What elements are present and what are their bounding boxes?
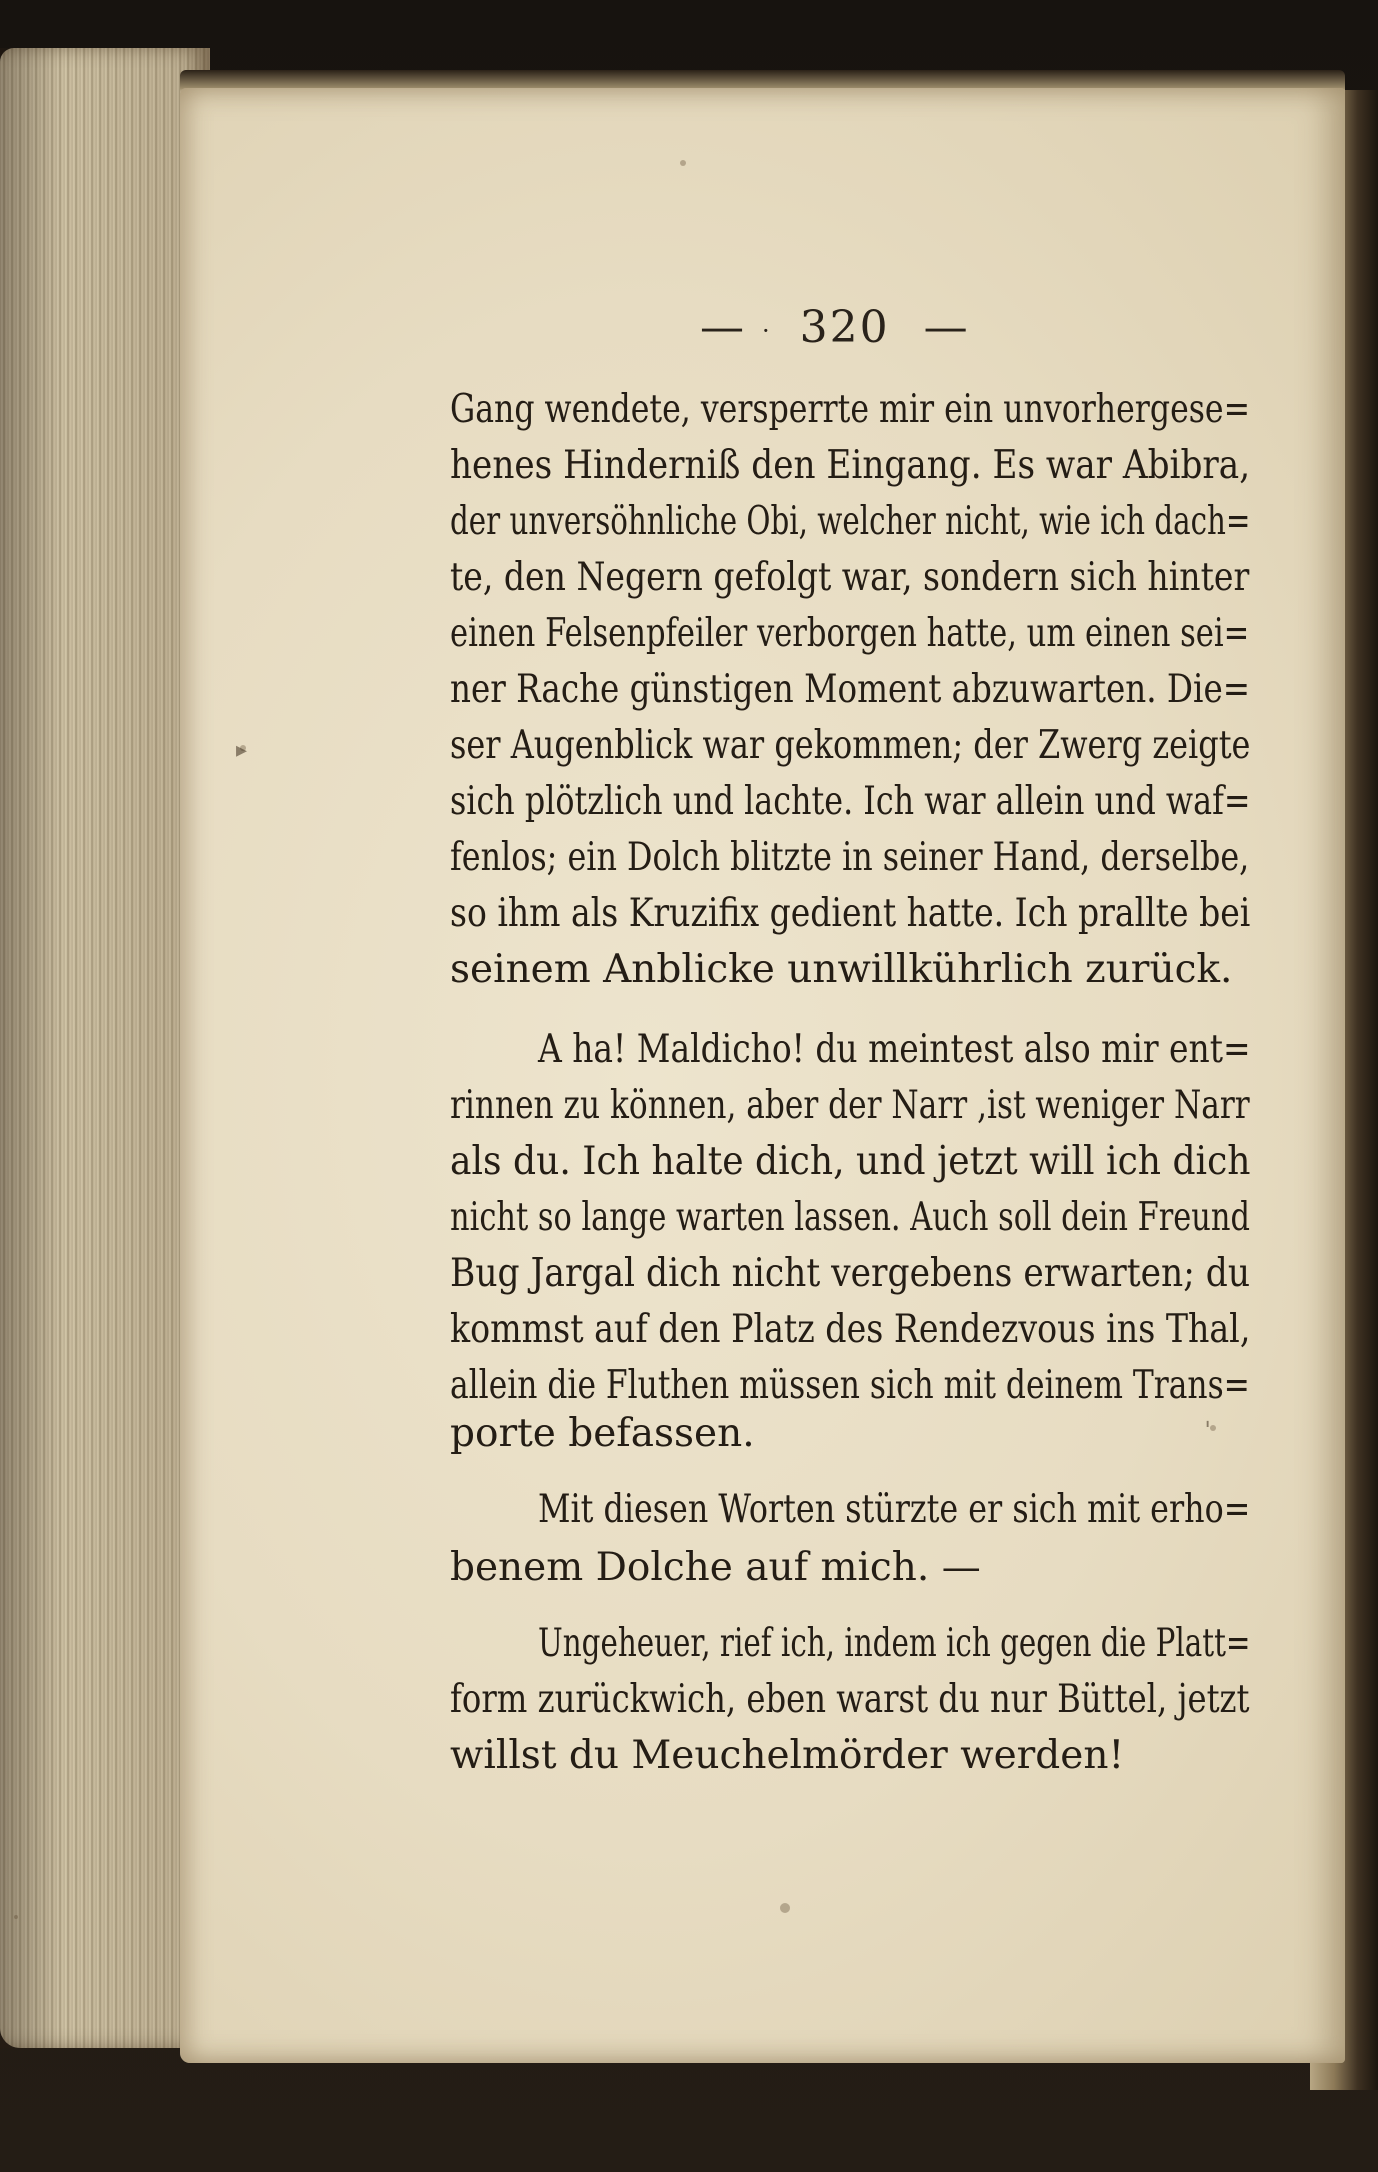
page-number-header bbox=[700, 302, 1000, 362]
text-line: ser Augenblick war gekommen; der Zwerg zeigte bbox=[450, 723, 1251, 768]
text-line: henes Hinderniß den Eingang. Es war Abibra, bbox=[450, 443, 1251, 488]
text-line: allein die Fluthen müssen sich mit deinem Trans= bbox=[450, 1363, 1250, 1408]
marginal-mark: ▸ bbox=[236, 738, 248, 763]
text-line: als du. Ich halte dich, und jetzt will ich dich bbox=[450, 1139, 1251, 1184]
text-line: der unversöhnliche Obi, welcher nicht, wie ich dach= bbox=[450, 499, 1251, 544]
page-number: 320 bbox=[799, 302, 890, 353]
text-line: seinem Anblicke unwillkührlich zurück. bbox=[450, 947, 1233, 992]
header-right-dash: — bbox=[923, 302, 970, 353]
text-line: porte befassen. bbox=[450, 1411, 755, 1456]
paper-speck bbox=[780, 1903, 790, 1913]
text-line: Gang wendete, versperrte mir ein unvorhergese= bbox=[450, 387, 1251, 432]
paper-speck bbox=[680, 160, 686, 166]
text-line: Bug Jargal dich nicht vergebens erwarten; du bbox=[450, 1251, 1251, 1296]
marginal-mark: ˈ bbox=[1204, 1418, 1212, 1448]
text-line: nicht so lange warten lassen. Auch soll dein Freund bbox=[450, 1195, 1250, 1240]
header-dot: · bbox=[762, 316, 772, 345]
text-line: A ha! Maldicho! du meintest also mir ent= bbox=[538, 1027, 1251, 1072]
paper-speck bbox=[14, 1915, 18, 1919]
header-left-dash: — bbox=[700, 302, 746, 353]
text-line: Mit diesen Worten stürzte er sich mit erho= bbox=[538, 1487, 1251, 1532]
text-line: te, den Negern gefolgt war, sondern sich hinter bbox=[450, 555, 1250, 600]
text-line: benem Dolche auf mich. — bbox=[450, 1545, 981, 1590]
text-line: sich plötzlich und lachte. Ich war allein und waf= bbox=[450, 779, 1251, 824]
text-line: willst du Meuchelmörder werden! bbox=[450, 1733, 1125, 1778]
text-line: einen Felsenpfeiler verborgen hatte, um einen sei= bbox=[450, 611, 1250, 656]
text-line: rinnen zu können, aber der Narr ,ist weniger Narr bbox=[450, 1083, 1250, 1128]
text-line: kommst auf den Platz des Rendezvous ins Thal, bbox=[450, 1307, 1251, 1352]
text-line: ner Rache günstigen Moment abzuwarten. Die= bbox=[450, 667, 1251, 712]
text-line: so ihm als Kruzifix gedient hatte. Ich prallte bei bbox=[450, 891, 1251, 936]
text-line: fenlos; ein Dolch blitzte in seiner Hand, derselbe, bbox=[450, 835, 1250, 880]
text-line: form zurückwich, eben warst du nur Büttel, jetzt bbox=[450, 1677, 1250, 1722]
page-stack-edge bbox=[0, 48, 210, 2048]
text-line: Ungeheuer, rief ich, indem ich gegen die Platt= bbox=[538, 1621, 1251, 1666]
